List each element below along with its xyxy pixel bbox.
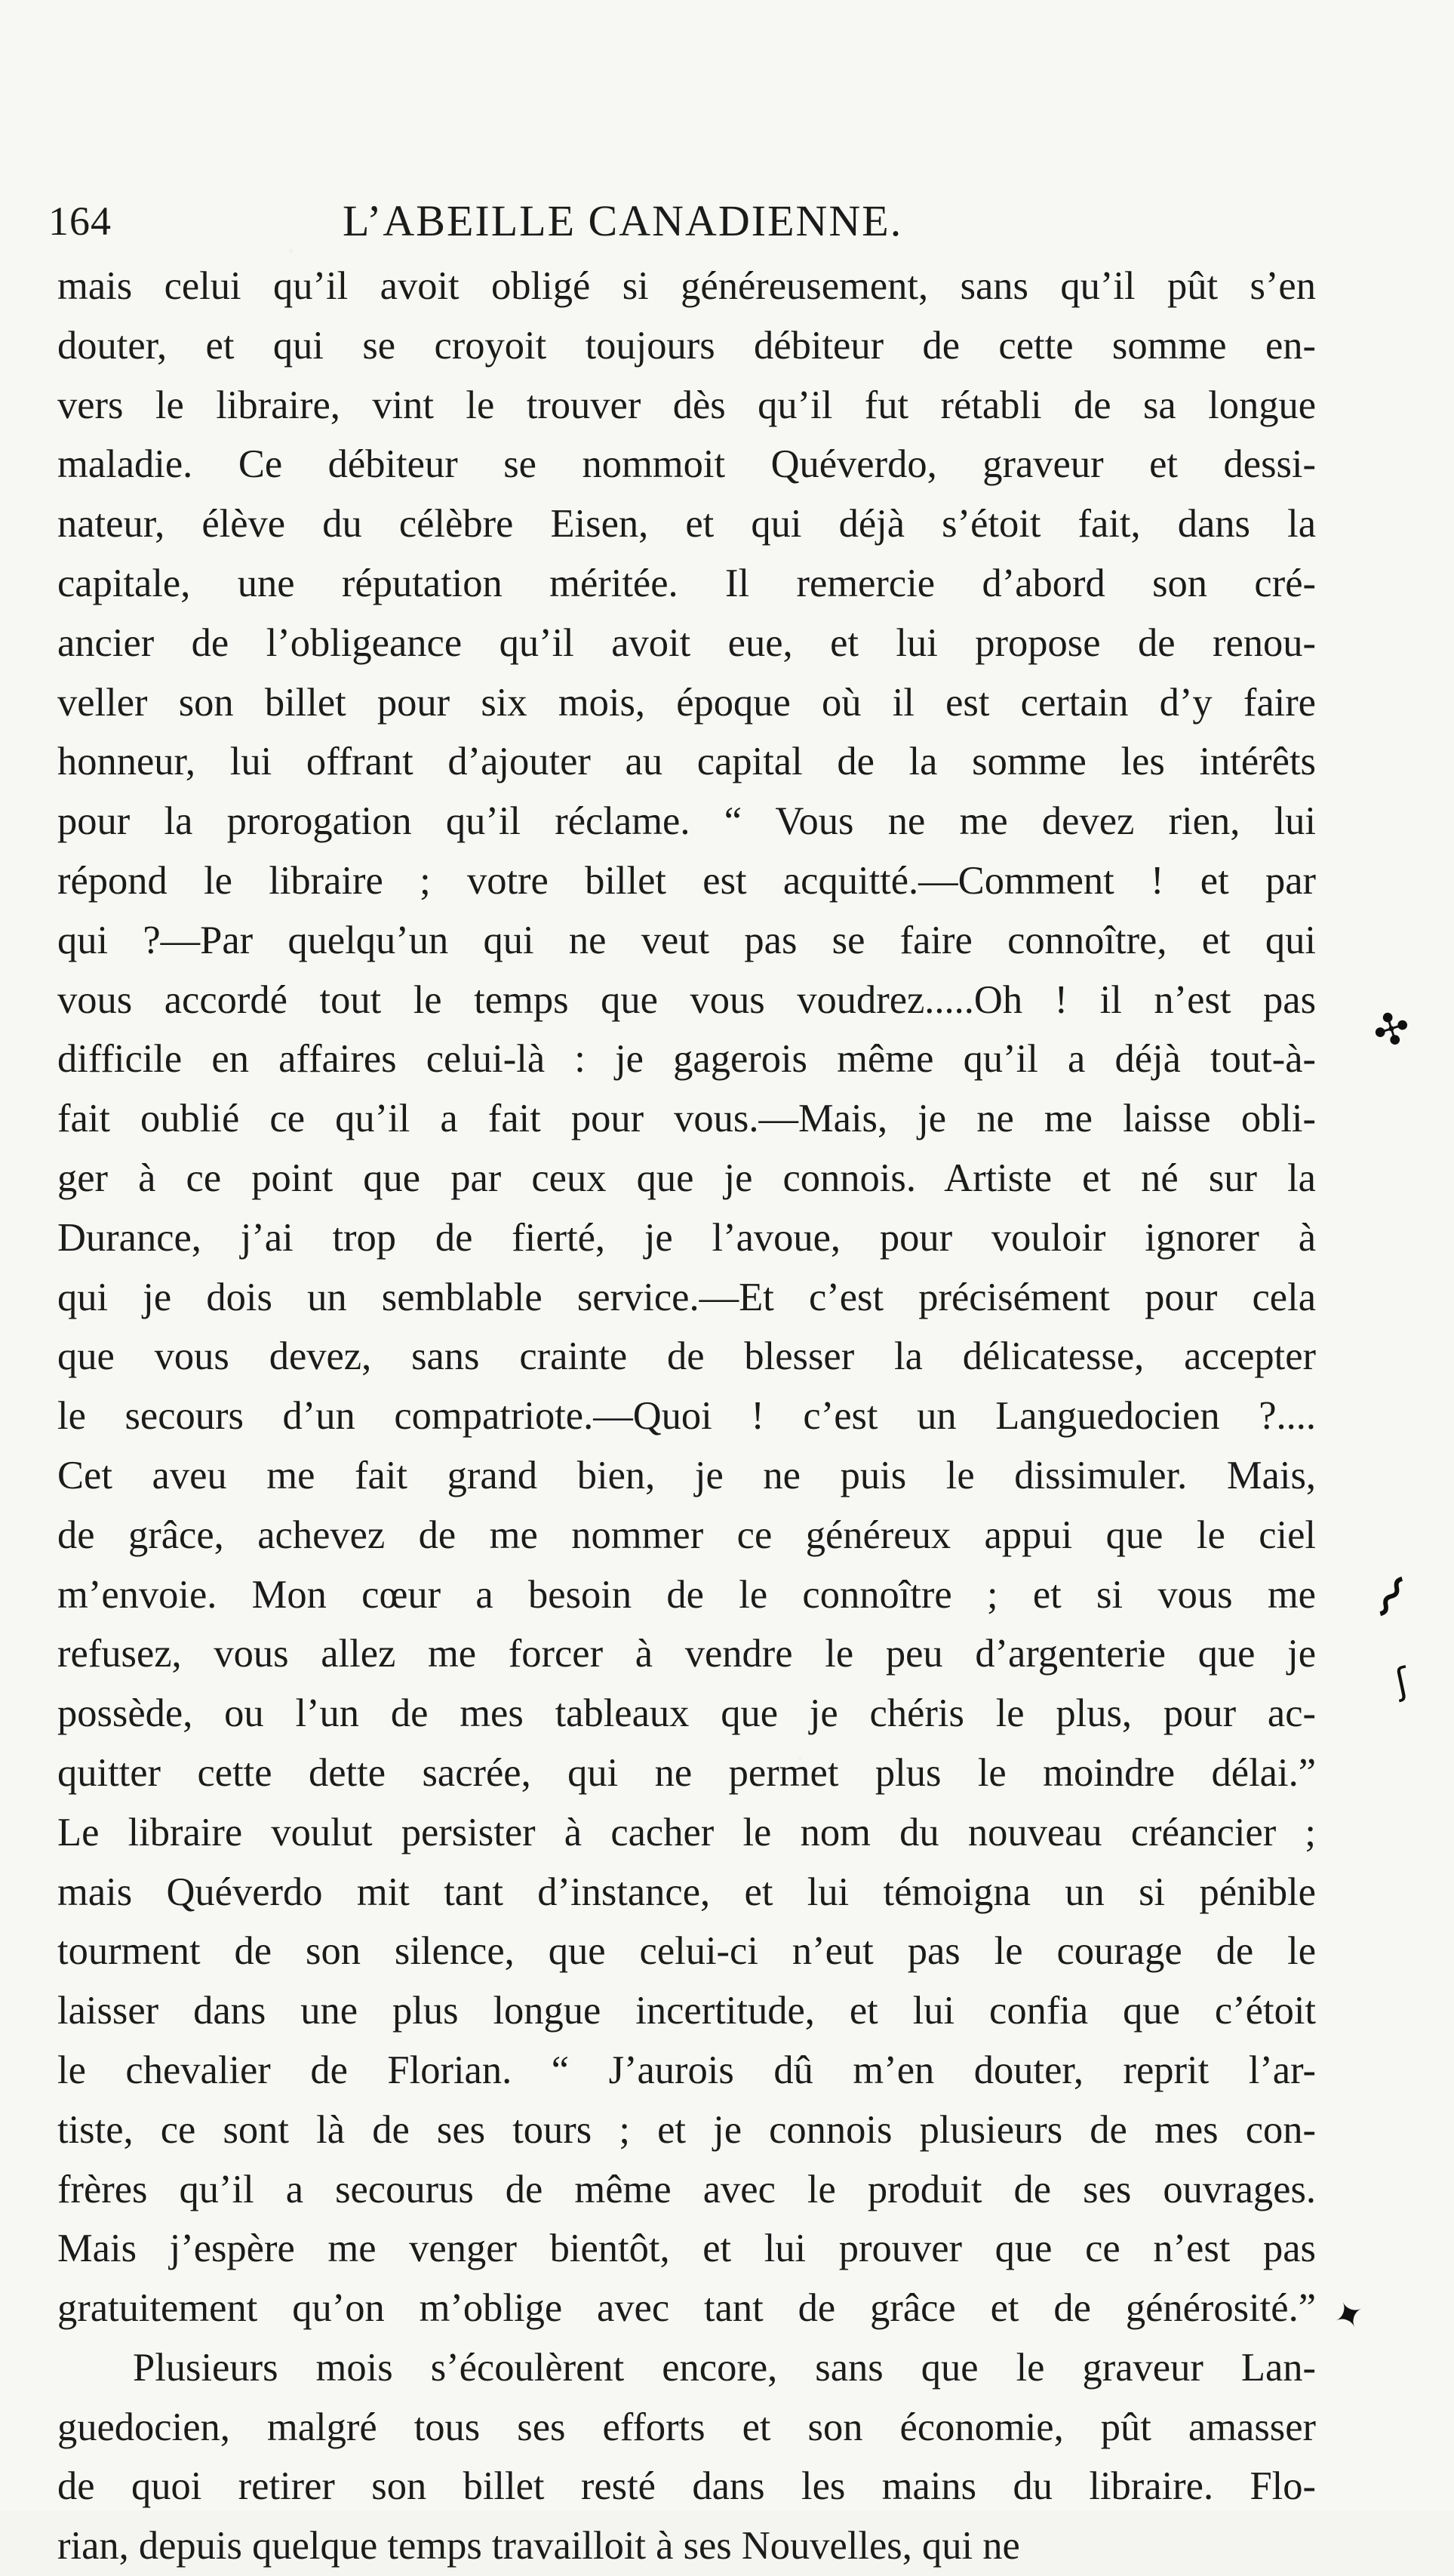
ink-speck-icon: ʃ: [1391, 1659, 1413, 1704]
text-line-2: douter, et qui se croyoit toujours débiteur de cette somme en-: [57, 323, 1316, 368]
text-line-23: m’envoie. Mon cœur a besoin de le connoître ; et si vous me: [57, 1572, 1316, 1617]
text-line-18: qui je dois un semblable service.—Et c’est précisément pour cela: [57, 1275, 1316, 1319]
text-line-19: que vous devez, sans crainte de blesser la délicatesse, accepter: [57, 1334, 1316, 1379]
text-line-34: Mais j’espère me venger bientôt, et lui prouver que ce n’est pas: [57, 2227, 1316, 2271]
text-line-39: rian, depuis quelque temps travailloit à ses Nouvelles, qui ne: [57, 2524, 1020, 2568]
text-line-7: ancier de l’obligeance qu’il avoit eue, et lui propose de renou-: [57, 620, 1316, 665]
ink-speck-icon: ✦: [1326, 2290, 1373, 2341]
text-line-27: Le libraire voulut persister à cacher le nom du nouveau créancier ;: [57, 1810, 1316, 1854]
text-line-4: maladie. Ce débiteur se nommoit Quéverdo, graveur et dessi-: [57, 442, 1316, 487]
body-text: [57, 257, 1316, 2568]
text-line-38: de quoi retirer son billet resté dans les mains du libraire. Flo-: [57, 2464, 1316, 2509]
ink-speck-icon: ⌇: [1362, 1564, 1419, 1632]
text-line-32: tiste, ce sont là de ses tours ; et je connois plusieurs de mes con-: [57, 2107, 1316, 2152]
text-line-31: le chevalier de Florian. “ J’aurois dû m’en douter, reprit l’ar-: [57, 2048, 1316, 2092]
text-line-28: mais Quéverdo mit tant d’instance, et lui témoigna un si pénible: [57, 1870, 1316, 1914]
text-line-14: difficile en affaires celui-là : je gagerois même qu’il a déjà tout-à-: [57, 1037, 1316, 1082]
text-line-29: tourment de son silence, que celui-ci n’eut pas le courage de le: [57, 1929, 1316, 1974]
text-line-36: Plusieurs mois s’écoulèrent encore, sans que le graveur Lan-: [133, 2345, 1316, 2390]
page-number: 164: [48, 199, 112, 244]
text-line-15: fait oublié ce qu’il a fait pour vous.—Mais, je ne me laisse obli-: [57, 1097, 1316, 1141]
text-line-5: nateur, élève du célèbre Eisen, et qui déjà s’étoit fait, dans la: [57, 502, 1316, 546]
page-header: [48, 187, 1316, 255]
running-title: L’ABEILLE CANADIENNE.: [343, 196, 903, 245]
text-line-30: laisser dans une plus longue incertitude, et lui confia que c’étoit: [57, 1989, 1316, 2033]
text-line-3: vers le libraire, vint le trouver dès qu’il fut rétabli de sa longue: [57, 383, 1316, 427]
text-line-21: Cet aveu me fait grand bien, je ne puis le dissimuler. Mais,: [57, 1453, 1316, 1497]
text-line-13: vous accordé tout le temps que vous voudrez.....Oh ! il n’est pas: [57, 977, 1316, 1022]
text-line-25: possède, ou l’un de mes tableaux que je chéris le plus, pour ac-: [57, 1691, 1316, 1736]
text-line-37: guedocien, malgré tous ses efforts et son économie, pût amasser: [57, 2405, 1316, 2449]
text-line-1: mais celui qu’il avoit obligé si généreusement, sans qu’il pût s’en: [57, 264, 1316, 308]
text-line-6: capitale, une réputation méritée. Il remercie d’abord son cré-: [57, 561, 1316, 605]
text-line-12: qui ?—Par quelqu’un qui ne veut pas se faire connoître, et qui: [57, 918, 1316, 962]
text-line-26: quitter cette dette sacrée, qui ne permet plus le moindre délai.”: [57, 1750, 1316, 1795]
text-line-22: de grâce, achevez de me nommer ce généreux appui que le ciel: [57, 1513, 1316, 1557]
text-line-35: gratuitement qu’on m’oblige avec tant de grâce et de générosité.”: [57, 2286, 1316, 2331]
text-line-24: refusez, vous allez me forcer à vendre le peu d’argenterie que je: [57, 1632, 1316, 1676]
text-line-33: frères qu’il a secourus de même avec le produit de ses ouvrages.: [57, 2167, 1316, 2211]
text-line-17: Durance, j’ai trop de fierté, je l’avoue, pour vouloir ignorer à: [57, 1215, 1316, 1260]
text-line-20: le secours d’un compatriote.—Quoi ! c’est un Languedocien ?....: [57, 1394, 1316, 1439]
text-line-11: répond le libraire ; votre billet est acquitté.—Comment ! et par: [57, 858, 1316, 903]
text-line-10: pour la prorogation qu’il réclame. “ Vous ne me devez rien, lui: [57, 799, 1316, 844]
ink-speck-icon: ✣: [1366, 999, 1417, 1060]
text-line-9: honneur, lui offrant d’ajouter au capital de la somme les intérêts: [57, 740, 1316, 784]
text-line-8: veller son billet pour six mois, époque où il est certain d’y faire: [57, 680, 1316, 725]
text-line-16: ger à ce point que par ceux que je connois. Artiste et né sur la: [57, 1156, 1316, 1200]
